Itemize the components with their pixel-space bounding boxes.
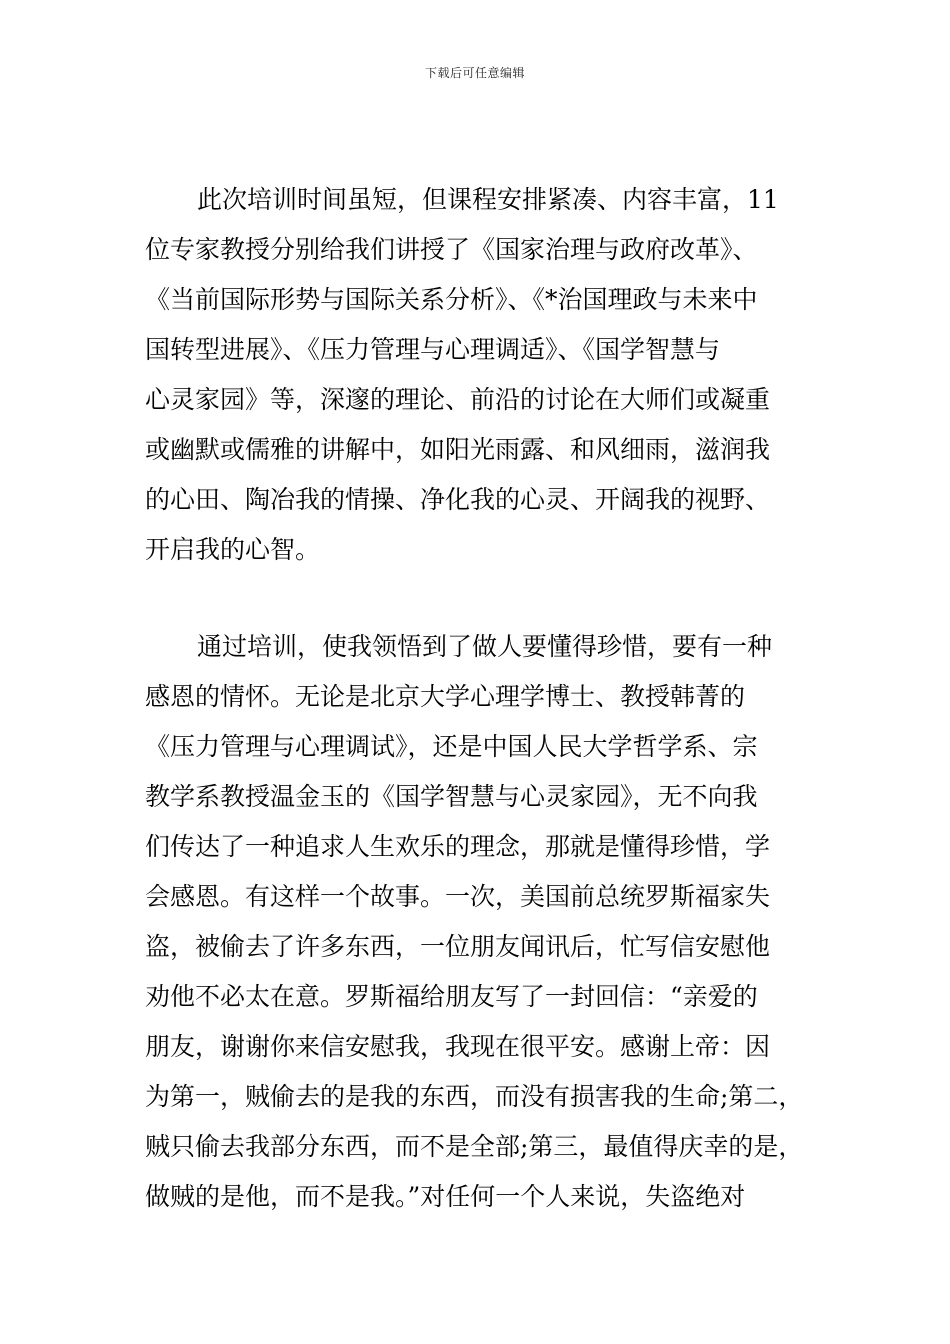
paragraph-line: 教学系教授温金玉的《国学智慧与心灵家园》，无不向我 bbox=[145, 782, 758, 811]
paragraph-line: 国转型进展》、《压力管理与心理调适》、《国学智慧与 bbox=[145, 335, 721, 364]
paragraph-line: 们传达了一种追求人生欢乐的理念，那就是懂得珍惜，学 bbox=[145, 832, 771, 861]
paragraph-training-content bbox=[145, 175, 825, 575]
paragraph-line: 会感恩。有这样一个故事。一次，美国前总统罗斯福家失 bbox=[145, 882, 771, 911]
paragraph-line: 开启我的心智。 bbox=[145, 535, 321, 564]
paragraph-line: 做贼的是他，而不是我。”对任何一个人来说，失盗绝对 bbox=[145, 1182, 746, 1211]
paragraph-gratitude bbox=[145, 622, 825, 1222]
paragraph-line: 感恩的情怀。无论是北京大学心理学博士、教授韩菁的 bbox=[145, 682, 746, 711]
paragraph-line: 通过培训，使我领悟到了做人要懂得珍惜，要有一种 bbox=[197, 632, 773, 661]
paragraph-line: 位专家教授分别给我们讲授了《国家治理与政府改革》、 bbox=[145, 235, 758, 264]
paragraph-line: 的心田、陶冶我的情操、净化我的心灵、开阔我的视野、 bbox=[145, 485, 771, 514]
paragraph-line: 盗，被偷去了许多东西，一位朋友闻讯后，忙写信安慰他 bbox=[145, 932, 771, 961]
paragraph-line: 此次培训时间虽短，但课程安排紧凑、内容丰富，11 bbox=[197, 185, 779, 214]
paragraph-line: 《当前国际形势与国际关系分析》、《*治国理政与未来中 bbox=[145, 285, 758, 314]
paragraph-line: 劝他不必太在意。罗斯福给朋友写了一封回信：“亲爱的 bbox=[145, 982, 758, 1011]
page-header: 下载后可任意编辑 bbox=[424, 66, 525, 80]
paragraph-line: 为第一，贼偷去的是我的东西，而没有损害我的生命;第二， bbox=[145, 1082, 804, 1111]
paragraph-line: 心灵家园》等，深邃的理论、前沿的讨论在大师们或凝重 bbox=[145, 385, 771, 414]
paragraph-line: 朋友，谢谢你来信安慰我，我现在很平安。感谢上帝：因 bbox=[145, 1032, 771, 1061]
paragraph-line: 或幽默或儒雅的讲解中，如阳光雨露、和风细雨，滋润我 bbox=[145, 435, 771, 464]
paragraph-line: 贼只偷去我部分东西，而不是全部;第三，最值得庆幸的是， bbox=[145, 1132, 804, 1161]
paragraph-line: 《压力管理与心理调试》，还是中国人民大学哲学系、宗 bbox=[145, 732, 758, 761]
